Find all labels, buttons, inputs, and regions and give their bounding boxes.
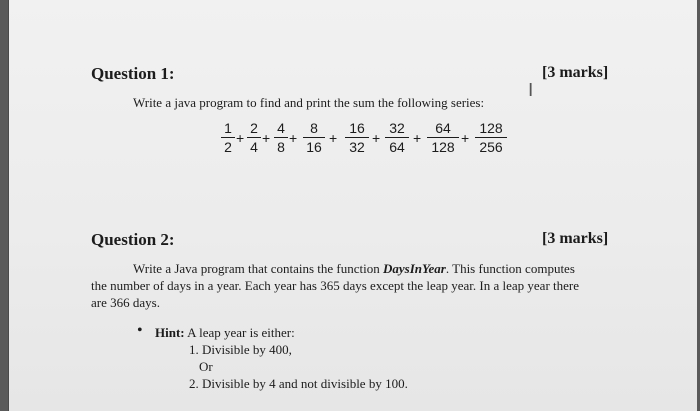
fraction: 32 64	[385, 120, 409, 155]
fraction: 64 128	[427, 120, 459, 155]
plus-operator: +	[413, 130, 422, 146]
plus-operator: +	[461, 130, 470, 146]
plus-operator: +	[289, 130, 298, 146]
question-2-line-3: are 366 days.	[91, 295, 160, 310]
hint-or: Or	[199, 359, 213, 374]
fraction: 2 4	[247, 120, 261, 155]
hint-option-2: 2. Divisible by 4 and not divisible by 100.	[189, 376, 408, 391]
document-page	[8, 0, 697, 411]
function-name: DaysInYear	[383, 261, 446, 276]
fraction: 1 2	[221, 120, 235, 155]
hint-option-1: 1. Divisible by 400,	[189, 342, 292, 357]
question-1-title: Question 1:	[91, 64, 175, 83]
bullet-icon: •	[137, 322, 143, 339]
question-2-marks: [3 marks]	[542, 230, 609, 247]
question-2-title: Question 2:	[91, 230, 175, 249]
fraction: 128 256	[475, 120, 507, 155]
plus-operator: +	[262, 130, 271, 146]
fraction: 8 16	[303, 120, 325, 155]
plus-operator: +	[329, 130, 338, 146]
fraction: 4 8	[274, 120, 288, 155]
fraction: 16 32	[345, 120, 369, 155]
text-cursor-icon: I	[528, 80, 534, 101]
question-1-marks: [3 marks]	[542, 64, 609, 81]
question-1-prompt: Write a java program to find and print the sum the following series:	[133, 95, 485, 110]
plus-operator: +	[372, 130, 381, 146]
question-2-line-2: the number of days in a year. Each year has 365 days except the leap year. In a leap year there	[91, 278, 580, 293]
hint: Hint: A leap year is either:	[155, 325, 295, 340]
plus-operator: +	[236, 130, 245, 146]
question-2-prompt: Write a Java program that contains the function DaysInYear. This function computes	[133, 261, 575, 276]
